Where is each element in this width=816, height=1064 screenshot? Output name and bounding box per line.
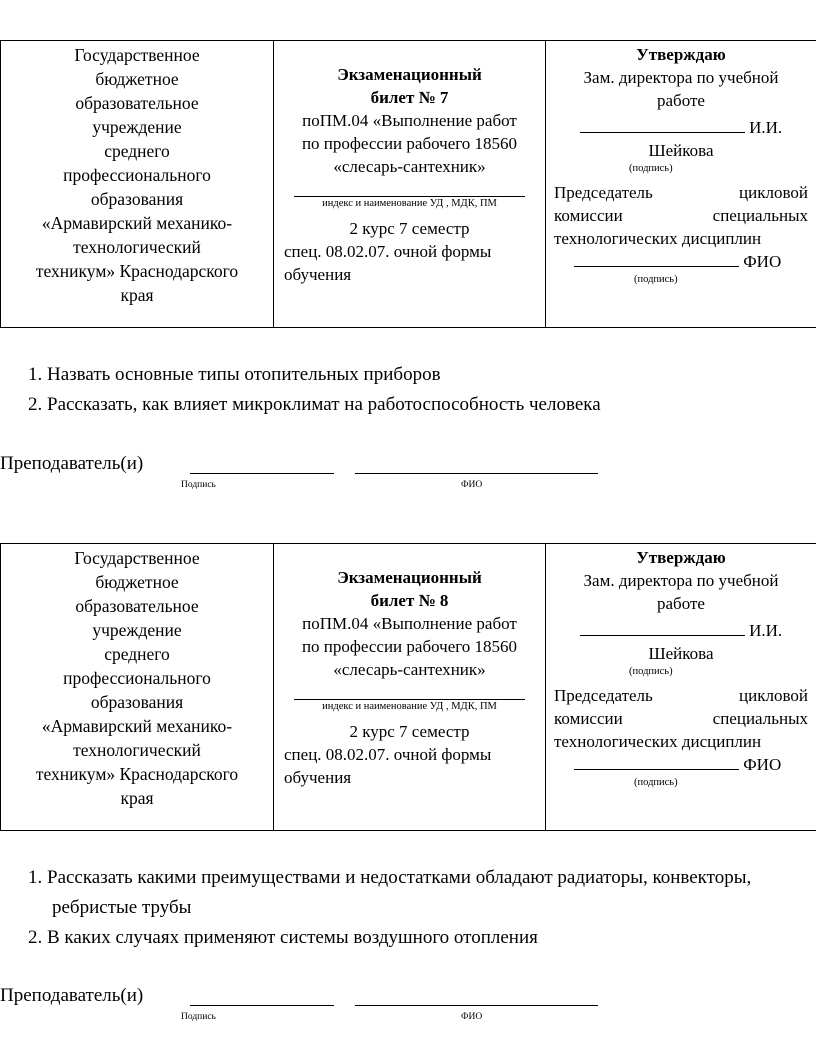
course-semester: 2 курс 7 семестр — [349, 722, 470, 741]
question-item: 1. Рассказать какими преимуществами и недостатками обладают радиаторы, конвекторы, ребристые трубы — [28, 867, 752, 918]
signature-line — [190, 473, 334, 474]
questions-list — [28, 863, 798, 953]
module-line: поПМ.04 «Выполнение работ — [302, 614, 517, 633]
fio-caption: ФИО — [461, 480, 483, 490]
ticket-header-table — [0, 40, 816, 328]
deputy-signature-line: И.И. — [554, 619, 808, 642]
signature-caption: (подпись) — [634, 274, 678, 285]
ticket-8 — [0, 543, 816, 831]
specialty: спец. 08.02.07. очной формы обучения — [284, 242, 492, 284]
deputy-title: работе — [657, 91, 705, 110]
approve-heading: Утверждаю — [636, 548, 726, 567]
chair-title: комиссии специальных — [554, 709, 808, 728]
question-item: 1. Назвать основные типы отопительных приборов — [28, 364, 441, 385]
sign-caption: Подпись — [181, 1012, 216, 1022]
institution-cell — [1, 544, 274, 831]
exam-ticket-label: Экзаменационный — [337, 65, 482, 84]
ticket-number: билет № 8 — [370, 591, 449, 610]
index-caption: индекс и наименование УД , МДК, ПМ — [322, 198, 497, 209]
deputy-signature-line: И.И. — [554, 116, 808, 139]
fio-caption: ФИО — [461, 1012, 483, 1022]
module-line: поПМ.04 «Выполнение работ — [302, 111, 517, 130]
chair-title: технологических дисциплин — [554, 732, 762, 751]
institution-cell — [1, 41, 274, 328]
chair-title: Председатель цикловой — [554, 686, 808, 705]
ticket-info-cell — [274, 544, 546, 831]
ticket-info-cell — [274, 41, 546, 328]
question-item: 2. В каких случаях применяют системы воздушного отопления — [28, 927, 538, 948]
specialty: спец. 08.02.07. очной формы обучения — [284, 745, 492, 787]
chair-signature-line: ФИО — [554, 753, 808, 776]
exam-ticket-label: Экзаменационный — [337, 568, 482, 587]
index-caption: индекс и наименование УД , МДК, ПМ — [322, 701, 497, 712]
signature-caption: (подпись) — [634, 777, 678, 788]
module-line: «слесарь-сантехник» — [333, 157, 486, 176]
chair-title: технологических дисциплин — [554, 229, 762, 248]
module-line: по профессии рабочего 18560 — [301, 637, 518, 656]
institution-name: Государственное бюджетное образовательное учреждение среднего профессионального образования «Армавирский механико- технологический техникум» Краснодарского края — [35, 45, 239, 305]
chair-signature-line: ФИО — [554, 250, 808, 273]
deputy-surname: Шейкова — [648, 141, 714, 160]
questions-list — [28, 360, 601, 420]
course-semester: 2 курс 7 семестр — [349, 219, 470, 238]
fio-line — [355, 1005, 598, 1006]
signature-caption: (подпись) — [629, 163, 673, 174]
approval-cell — [546, 544, 816, 831]
sign-caption: Подпись — [181, 480, 216, 490]
ticket-header-table — [0, 543, 816, 831]
signature-line — [190, 1005, 334, 1006]
ticket-number: билет № 7 — [370, 88, 449, 107]
fio-line — [355, 473, 598, 474]
chair-title: Председатель цикловой — [554, 183, 808, 202]
deputy-surname: Шейкова — [648, 644, 714, 663]
module-line: «слесарь-сантехник» — [333, 660, 486, 679]
question-item: 2. Рассказать, как влияет микроклимат на работоспособность человека — [28, 394, 601, 415]
chair-title: комиссии специальных — [554, 206, 808, 225]
module-line: по профессии рабочего 18560 — [301, 134, 518, 153]
deputy-title: Зам. директора по учебной — [583, 68, 779, 87]
teacher-label: Преподаватель(и) — [0, 985, 144, 1006]
teacher-label: Преподаватель(и) — [0, 453, 144, 474]
deputy-title: работе — [657, 594, 705, 613]
approve-heading: Утверждаю — [636, 45, 726, 64]
signature-caption: (подпись) — [629, 666, 673, 677]
approval-cell — [546, 41, 816, 328]
ticket-7 — [0, 40, 816, 328]
deputy-title: Зам. директора по учебной — [583, 571, 779, 590]
institution-name: Государственное бюджетное образовательное учреждение среднего профессионального образования «Армавирский механико- технологический техникум» Краснодарского края — [35, 548, 239, 808]
